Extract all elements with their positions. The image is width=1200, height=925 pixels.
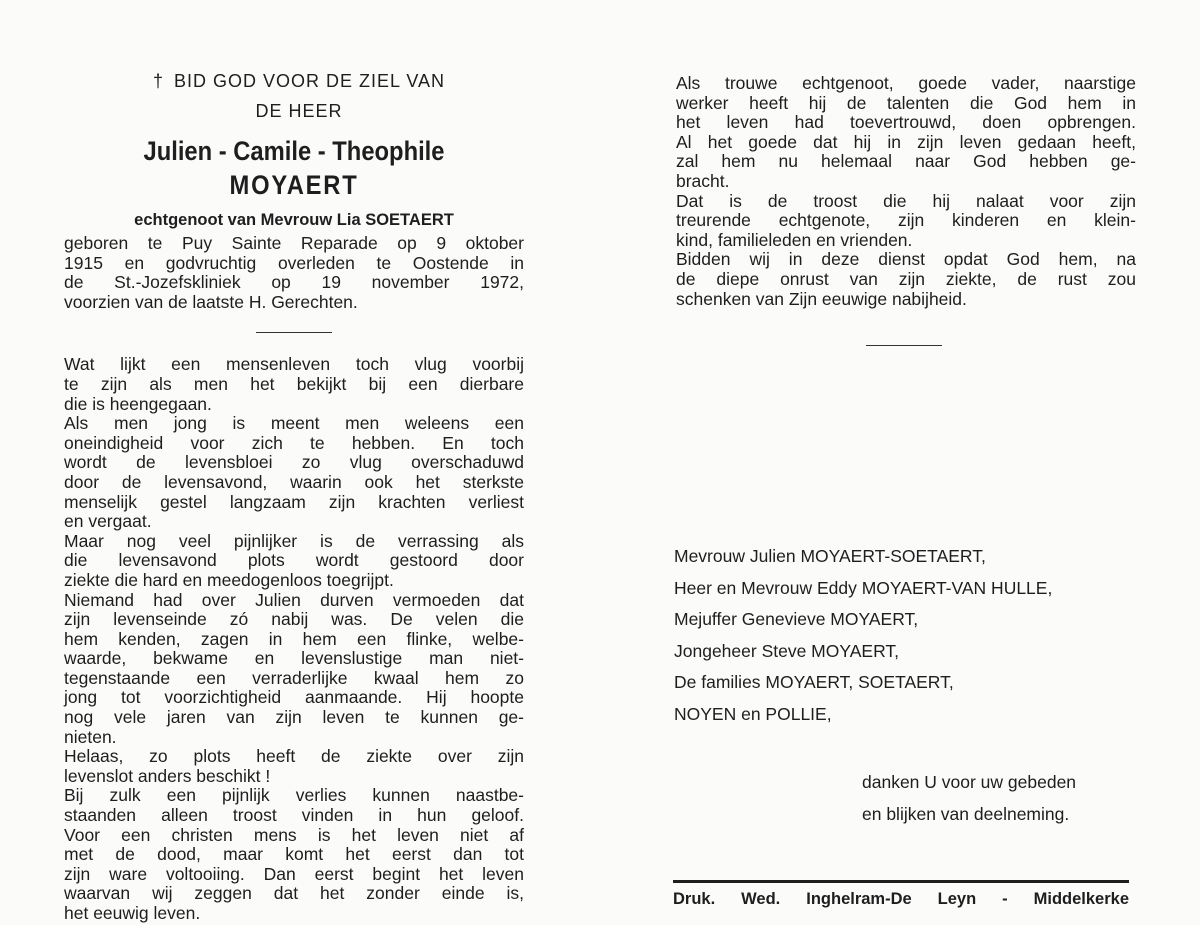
divider (866, 345, 942, 346)
text-line: bracht. (676, 170, 730, 191)
text-line: Al het goede dat hij in zijn leven gedaan heeft, (676, 131, 1136, 152)
text-line: werker heeft hij de talenten die God hem in (676, 92, 1136, 113)
text-line: schenken van Zijn eeuwige nabijheid. (676, 288, 967, 309)
text-line: waarvan wij zeggen dat het zonder einde is, (64, 883, 524, 904)
text-line: treurende echtgenote, zijn kinderen en klein- (676, 210, 1136, 231)
text-line: waarde, bekwame en levenslustige man niet- (64, 648, 524, 669)
text-line: 1915 en godvruchtig overleden te Oostende in (64, 252, 524, 273)
text-line: tegenstaande een verraderlijke kwaal hem zo (64, 667, 524, 688)
text-line: Bidden wij in deze dienst opdat God hem, na (676, 249, 1136, 270)
text-line: en vergaat. (64, 511, 152, 532)
prayer-heading-line2: DE HEER (255, 101, 343, 121)
text-line: het eeuwig leven. (64, 903, 201, 923)
text-line: Als trouwe echtgenoot, goede vader, naarstige (676, 73, 1136, 93)
text-line: Maar nog veel pijnlijker is de verrassing als (64, 530, 524, 551)
text-line: nog vele jaren van zijn leven te kunnen ge- (64, 707, 524, 728)
text-line: door de levensavond, waarin ook het sterkste (64, 471, 524, 492)
text-line: Helaas, zo plots heeft de ziekte over zijn (64, 746, 524, 767)
left-column (64, 66, 524, 924)
printer-credit: Druk. Wed. Inghelram-De Leyn - Middelkerke (673, 890, 1129, 908)
deceased-first-names: Julien - Camile - Theophile (143, 136, 445, 166)
text-line: Dat is de troost die hij nalaat voor zijn (676, 190, 1136, 211)
left-body-text (64, 355, 524, 923)
right-body-text (676, 74, 1136, 309)
text-line: ziekte die hard en meedogenloos toegrijpt. (64, 569, 394, 590)
prayer-heading-line1: BID GOD VOOR DE ZIEL VAN (173, 71, 446, 91)
text-line: zal hem nu helemaal naar God hebben ge- (676, 151, 1136, 172)
text-line: Voor een christen mens is het leven niet af (64, 824, 524, 845)
text-line: Bij zulk een pijnlijk verlies kunnen naastbe- (64, 785, 524, 806)
spouse-line: echtgenoot van Mevrouw Lia SOETAERT (134, 211, 454, 229)
text-line: geboren te Puy Sainte Reparade op 9 oktober (64, 233, 524, 253)
thanks-line: danken U voor uw gebeden (862, 772, 1077, 792)
family-line: Heer en Mevrouw Eddy MOYAERT-VAN HULLE, (674, 577, 1053, 598)
footer-rule (673, 880, 1129, 883)
text-line: die levensavond plots wordt gestoord door (64, 550, 524, 571)
text-line: de diepe onrust van zijn ziekte, de rust zou (676, 268, 1136, 289)
deceased-surname: MOYAERT (229, 170, 359, 200)
text-line: jong tot voorzichtigheid aanmaande. Hij hoopte (64, 687, 524, 708)
text-line: die is heengegaan. (64, 393, 212, 414)
text-line: nieten. (64, 726, 117, 747)
text-line: zijn levenseinde zó nabij was. De velen die (64, 609, 524, 630)
prayer-heading (74, 66, 524, 96)
divider (256, 332, 332, 333)
family-line: De families MOYAERT, SOETAERT, (674, 672, 954, 692)
thanks-line: en blijken van deelneming. (862, 804, 1070, 824)
text-line: het leven had toevertrouwd, doen opbrengen. (676, 112, 1136, 133)
birth-death-paragraph (64, 234, 524, 312)
text-line: Wat lijkt een mensenleven toch vlug voorbij (64, 354, 524, 375)
cross-icon: † (152, 71, 164, 91)
text-line: hem kenden, zagen in hem een flinke, welbe- (64, 628, 524, 649)
text-line: kind, familieleden en vrienden. (676, 229, 913, 250)
family-line: Jongeheer Steve MOYAERT, (674, 640, 900, 661)
right-column (676, 74, 1136, 309)
text-line: zijn ware voltooiing. Dan eerst begint het leven (64, 863, 524, 884)
thanks-text (862, 770, 1076, 834)
text-line: Niemand had over Julien durven vermoeden dat (64, 589, 524, 610)
text-line: oneindigheid voor zich te hebben. En toch (64, 432, 524, 453)
family-line: NOYEN en POLLIE, (674, 703, 832, 724)
text-line: voorzien van de laatste H. Gerechten. (64, 291, 358, 312)
text-line: de St.-Jozefskliniek op 19 november 1972, (64, 272, 524, 293)
text-line: wordt de levensbloei zo vlug overschaduwd (64, 452, 524, 473)
text-line: staanden alleen troost vinden in hun geloof. (64, 805, 524, 826)
family-line: Mevrouw Julien MOYAERT-SOETAERT, (674, 546, 986, 566)
family-list (674, 544, 1144, 733)
text-line: met de dood, maar komt het eerst dan tot (64, 844, 524, 865)
text-line: levenslot anders beschikt ! (64, 765, 271, 786)
text-line: Als men jong is meent men weleens een (64, 413, 524, 434)
text-line: te zijn als men het bekijkt bij een dierbare (64, 373, 524, 394)
family-line: Mejuffer Genevieve MOYAERT, (674, 609, 919, 629)
text-line: menselijk gestel langzaam zijn krachten verliest (64, 491, 524, 512)
